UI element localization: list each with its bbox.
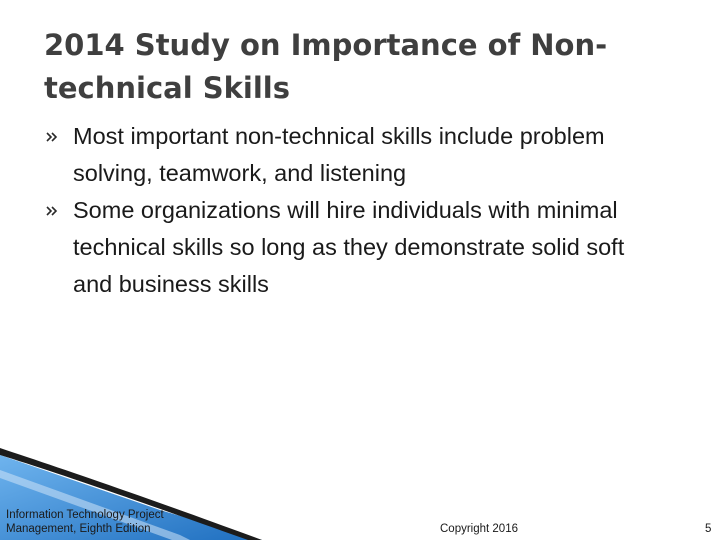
- arrow-bullet-icon: [46, 118, 73, 155]
- slide-title: 2014 Study on Importance of Non-technical Skills: [44, 28, 608, 105]
- footer-source: [6, 508, 206, 536]
- footer-copyright: Copyright 2016: [440, 523, 518, 535]
- bullet-item: [46, 192, 646, 303]
- slide-number: 5: [705, 523, 712, 535]
- footer-source-line1: Information Technology Project: [6, 509, 164, 521]
- bullet-text: Most important non-technical skills include problem solving, teamwork, and listening: [73, 123, 605, 186]
- bullet-item: [46, 118, 646, 192]
- bullet-list: [46, 118, 646, 303]
- footer-source-line2: Management, Eighth Edition: [6, 523, 151, 535]
- bullet-text: Some organizations will hire individuals with minimal technical skills so long as they demonstrate solid soft and business skills: [73, 197, 625, 297]
- arrow-bullet-icon: [46, 192, 73, 229]
